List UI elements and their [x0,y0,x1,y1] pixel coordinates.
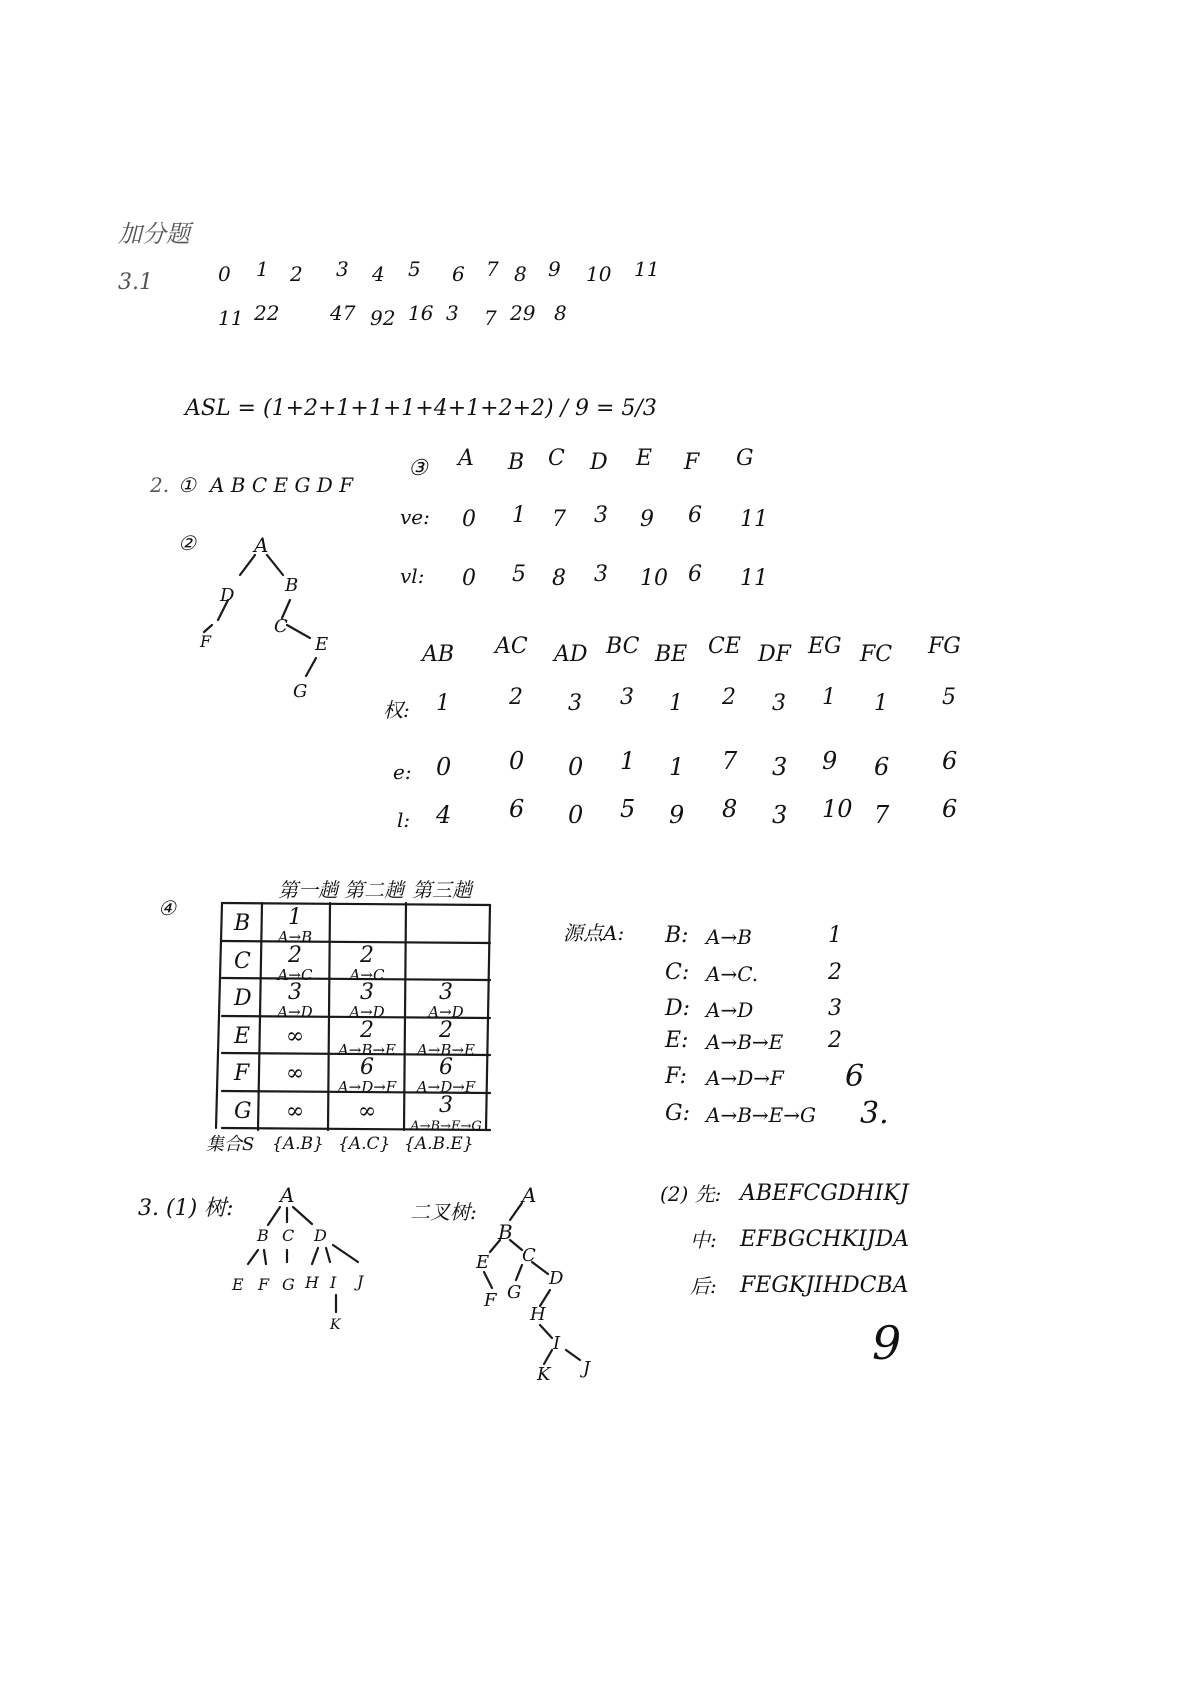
bintree-node-c: C [522,1245,536,1266]
edge-cell: 0 [568,753,584,781]
edge-row-label: l: [397,808,411,832]
edge-cell: 1 [669,691,683,716]
asl-formula: ASL = (1+2+1+1+1+4+1+2+2) / 9 = 5/3 [185,396,657,421]
hash-value: 22 [254,301,280,325]
ve-col-header: B [508,450,525,475]
dijkstra-path: A→B→E [338,1041,396,1060]
ve-cell: 6 [688,562,702,587]
dijkstra-distance: 3 [288,980,302,1005]
q2-part2-marker: ② [178,531,196,555]
hash-value: 29 [510,301,536,325]
dijkstra-node-label: D [234,986,252,1011]
ve-col-header: A [458,446,474,471]
tree-node-b: B [257,1226,269,1245]
edge-cell: 3 [772,753,788,781]
edge-col-header: AD [554,642,588,667]
hash-value: 47 [330,301,356,325]
hash-index: 9 [548,257,561,281]
edge-col-header: DF [758,642,791,667]
edge-col-header: EG [808,634,842,659]
dfs-node-c: C [274,616,288,637]
tree-node-i: I [330,1273,337,1292]
bintree-node-i: I [553,1333,561,1354]
dijkstra-distance: 1 [288,905,302,930]
hash-index: 2 [290,262,303,286]
edge-cell: 0 [509,747,525,775]
bintree-label: 二叉树: [410,1200,477,1224]
edge-cell: 6 [942,747,958,775]
hash-index: 7 [486,257,499,281]
dijkstra-set: {A.B.E} [404,1134,474,1154]
edge-cell: 3 [620,685,634,710]
edge-cell: 0 [436,753,452,781]
edge-cell: 2 [509,685,523,710]
ve-row-label: ve: [400,505,430,529]
edge-cell: 0 [568,801,584,829]
hash-value: 3 [446,301,459,325]
path-route: A→D [706,998,754,1022]
edge-cell: 7 [874,801,890,829]
q1-label: 3.1 [118,270,153,295]
hash-value: 11 [218,306,244,330]
q3-label: 3. (1) 树: [138,1196,234,1221]
ve-cell: 10 [640,566,668,591]
path-route: A→C. [706,962,759,986]
ve-col-header: E [636,446,653,471]
traversal-sequence: EFBGCHKIJDA [740,1227,909,1252]
edge-row-label: e: [393,760,412,784]
dijkstra-distance: 2 [288,943,302,968]
edge-col-header: FG [928,634,961,659]
tree-node-h: H [305,1273,319,1292]
edge-cell: 6 [509,795,525,823]
dfs-node-a: A [254,533,269,557]
edge-col-header: CE [708,634,741,659]
dijkstra-distance: 2 [439,1018,453,1043]
edge-col-header: BE [655,642,688,667]
edge-cell: 1 [669,753,685,781]
ve-cell: 3 [594,503,608,528]
dijkstra-distance: 2 [360,1018,374,1043]
ve-col-header: C [548,446,565,471]
hash-value: 8 [554,301,567,325]
dijkstra-node-label: B [234,911,251,936]
dijkstra-path: A→D [428,1003,464,1022]
edge-cell: 5 [942,685,956,710]
hash-index: 8 [514,262,527,286]
edge-cell: 3 [568,691,582,716]
ve-row-label: vl: [400,564,425,588]
hash-index: 5 [408,257,421,281]
ve-cell: 6 [688,503,702,528]
path-distance: 3. [860,1096,889,1131]
tree-node-e: E [232,1275,244,1294]
ve-col-header: G [736,446,754,471]
ve-cell: 7 [552,507,566,532]
source-label: 源点A: [563,921,625,945]
ve-cell: 3 [594,562,608,587]
edge-col-header: AB [422,642,455,667]
dijkstra-distance: ∞ [357,1099,377,1124]
bintree-node-j: J [583,1358,591,1379]
edge-cell: 9 [669,801,685,829]
ve-cell: 9 [640,507,654,532]
path-node: B: [665,923,689,948]
dijkstra-distance: ∞ [285,1099,305,1124]
edge-cell: 7 [722,747,738,775]
bintree-node-a: A [522,1183,537,1207]
path-distance: 3 [828,996,842,1021]
hash-index: 10 [586,262,612,286]
dijkstra-set: {A.C} [338,1134,391,1154]
edge-cell: 2 [722,685,736,710]
path-distance: 2 [828,960,842,985]
edge-col-header: BC [606,634,640,659]
edge-cell: 6 [942,795,958,823]
edge-col-header: FC [860,642,893,667]
page-title: 加分题 [118,220,190,248]
dijkstra-marker: ④ [158,896,176,920]
edge-cell: 6 [874,753,890,781]
hash-index: 6 [452,262,465,286]
dijkstra-set: {A.B} [272,1134,324,1154]
edge-cell: 1 [874,691,888,716]
bintree-node-g: G [507,1282,522,1303]
path-node: F: [665,1064,687,1089]
hash-index: 0 [218,262,231,286]
ve-col-header: F [684,450,700,475]
dfs-node-e: E [315,634,329,655]
hash-index: 1 [256,257,269,281]
bintree-node-h: H [530,1304,546,1325]
edge-cell: 8 [722,795,738,823]
tree-node-c: C [282,1226,295,1245]
tree-node-k: K [330,1317,341,1333]
q2-part1-sequence: A B C E G D F [210,473,354,497]
path-route: A→B [706,925,752,949]
dijkstra-distance: 3 [360,980,374,1005]
edge-cell: 4 [436,801,452,829]
dijkstra-node-label: E [234,1024,251,1049]
hash-index: 3 [336,257,349,281]
dijkstra-pass-header: 第二趟 [344,878,404,902]
dijkstra-path: A→C [277,966,313,985]
dijkstra-distance: 6 [439,1055,453,1080]
dijkstra-path: A→D→F [416,1078,476,1097]
dijkstra-path: A→C [349,966,385,985]
path-node: C: [665,960,690,985]
path-route: A→B→E [706,1030,784,1054]
tree-node-f: F [258,1275,270,1294]
tree-node-d: D [314,1226,327,1245]
path-distance: 2 [828,1028,842,1053]
edge-cell: 9 [822,747,838,775]
ve-cell: 11 [740,566,768,591]
edge-cell: 10 [822,795,853,823]
hash-value: 16 [408,301,434,325]
tree-node-j: J [357,1272,364,1291]
path-route: A→B→E→G [706,1103,816,1127]
traversal-sequence: FEGKJIHDCBA [740,1273,909,1298]
bintree-node-k: K [537,1364,551,1385]
ve-cell: 1 [512,503,526,528]
path-node: D: [665,996,691,1021]
dijkstra-path: A→B→E→G [410,1119,482,1135]
dfs-node-b: B [285,575,299,596]
edge-row-label: 权: [383,698,410,722]
edge-cell: 1 [620,747,636,775]
dijkstra-distance: 3 [439,1093,453,1118]
path-distance: 1 [828,923,842,948]
path-route: A→D→F [706,1066,784,1090]
dfs-node-d: D [220,585,235,606]
q2-label: 2. [150,473,170,497]
ve-cell: 8 [552,566,566,591]
edge-cell: 1 [822,685,836,710]
dijkstra-node-label: C [234,949,251,974]
dfs-node-f: F [200,632,212,651]
edge-cell: 3 [772,691,786,716]
ve-cell: 5 [512,562,526,587]
dijkstra-path: A→D→F [337,1078,397,1097]
hash-value: 92 [370,306,396,330]
hash-index: 11 [634,257,660,281]
dijkstra-pass-header: 第一趟 [278,878,338,902]
edge-cell: 1 [436,691,450,716]
bintree-node-e: E [476,1252,490,1273]
ve-cell: 0 [462,507,476,532]
path-node: G: [665,1101,690,1126]
traversal-label: 中: [690,1228,717,1252]
hash-value: 7 [484,306,497,330]
tree-node-a: A [280,1183,295,1207]
dijkstra-distance: 6 [360,1055,374,1080]
ve-cell: 11 [740,507,768,532]
traversal-sequence: ABEFCGDHIKJ [740,1181,909,1206]
ve-table-marker: ③ [408,456,428,481]
ve-cell: 0 [462,566,476,591]
tree-node-g: G [282,1275,295,1294]
traversal-label: 后: [690,1274,717,1298]
dijkstra-distance: ∞ [285,1061,305,1086]
score: 9 [872,1316,902,1370]
dijkstra-path: A→B [277,928,313,947]
hash-index: 4 [372,262,385,286]
q2-part1-marker: ① [178,473,196,497]
path-node: E: [665,1028,689,1053]
dijkstra-node-label: G [234,1099,252,1124]
dijkstra-distance: 2 [360,943,374,968]
traversal-label: (2) 先: [660,1182,722,1206]
bintree-node-d: D [549,1268,564,1289]
set-label: 集合S [206,1134,255,1155]
edge-cell: 3 [772,801,788,829]
dijkstra-path: A→D [277,1003,313,1022]
dfs-node-g: G [293,681,308,702]
dijkstra-node-label: F [234,1061,250,1086]
dijkstra-distance: ∞ [285,1024,305,1049]
dijkstra-distance: 3 [439,980,453,1005]
dijkstra-pass-header: 第三趟 [412,878,472,902]
edge-col-header: AC [495,634,528,659]
bintree-node-b: B [498,1220,513,1244]
ve-col-header: D [590,450,608,475]
edge-cell: 5 [620,795,636,823]
path-distance: 6 [845,1059,865,1094]
bintree-node-f: F [484,1290,497,1311]
dijkstra-path: A→B→E [417,1041,475,1060]
dijkstra-path: A→D [349,1003,385,1022]
